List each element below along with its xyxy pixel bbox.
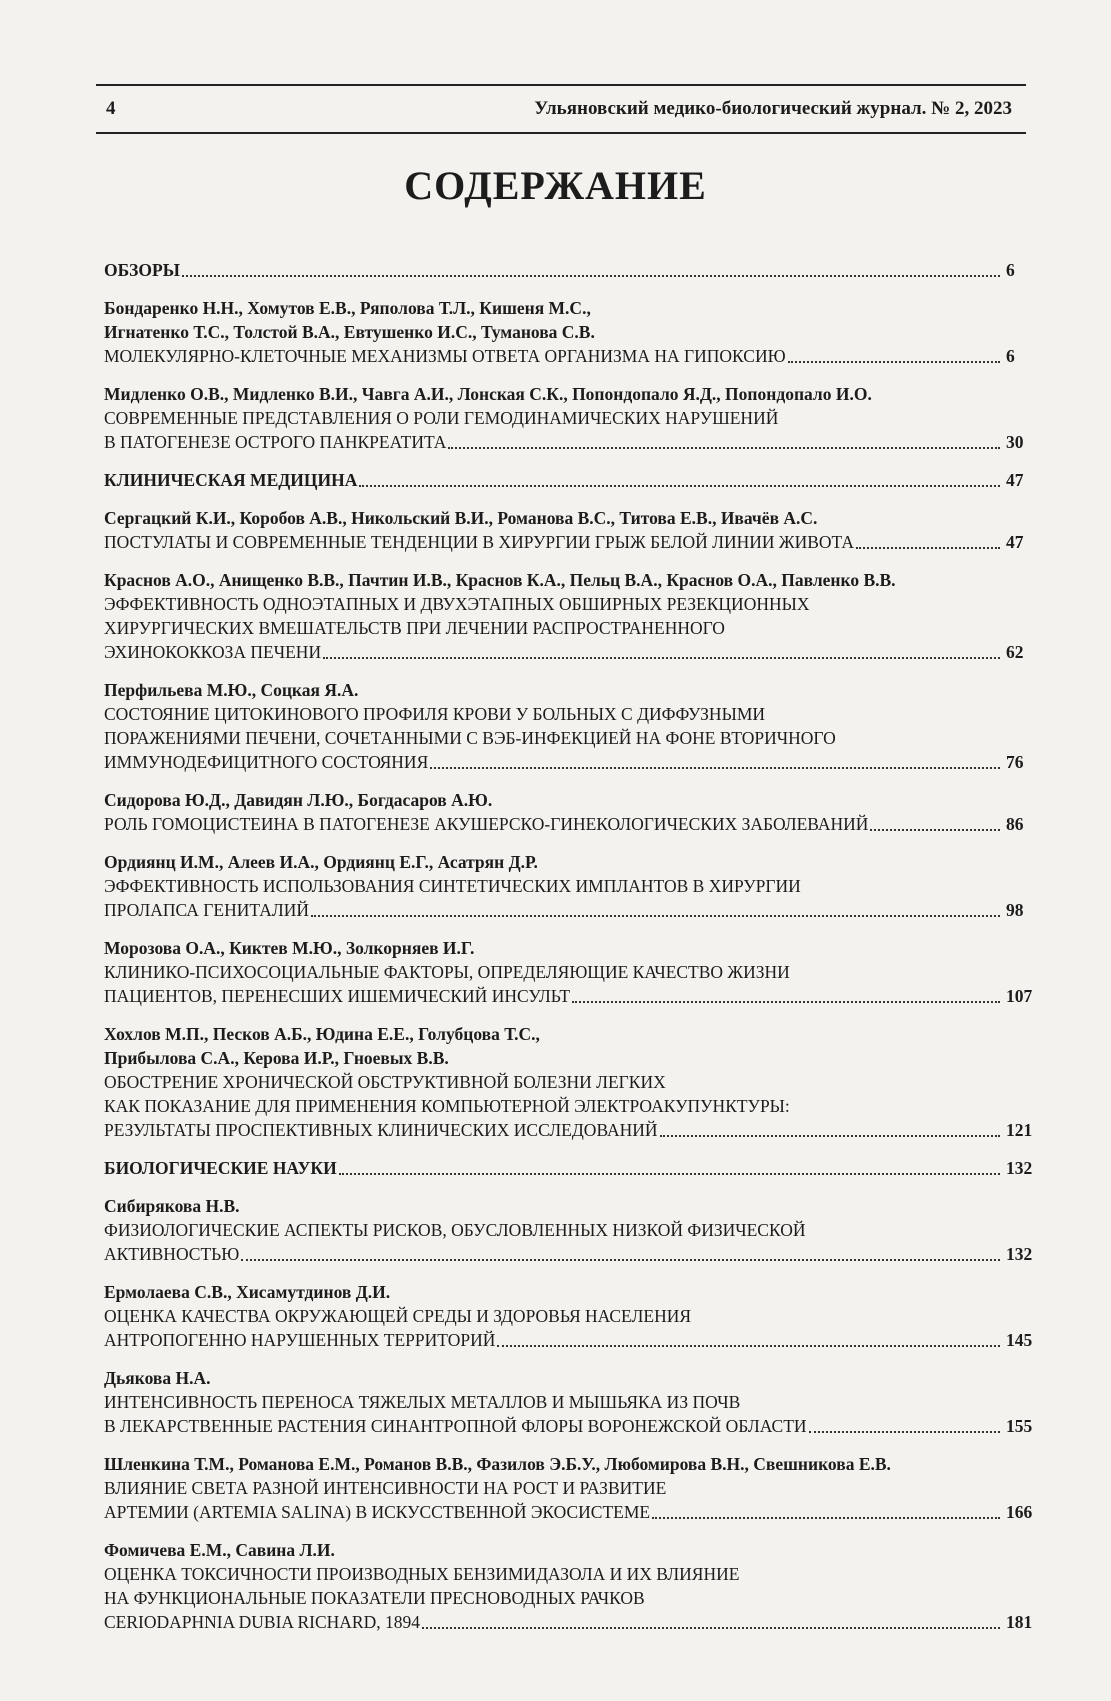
entry-title-line: ИНТЕНСИВНОСТЬ ПЕРЕНОСА ТЯЖЕЛЫХ МЕТАЛЛОВ И МЫШЬЯКА ИЗ ПОЧВ [104,1392,741,1412]
entry-title-line: ЭФФЕКТИВНОСТЬ ИСПОЛЬЗОВАНИЯ СИНТЕТИЧЕСКИХ ИМПЛАНТОВ В ХИРУРГИИ [104,876,801,896]
journal-title: Ульяновский медико-биологический журнал. № 2, 2023 [534,98,1012,119]
entry-title-text: ЭХИНОКОККОЗА ПЕЧЕНИ [104,642,322,662]
toc-entry [104,1194,1050,1266]
dot-leader [870,829,1000,831]
entry-authors: Фомичева Е.М., Савина Л.И. [104,1540,335,1560]
toc-entry [104,296,1050,368]
entry-title-text: МОЛЕКУЛЯРНО-КЛЕТОЧНЫЕ МЕХАНИЗМЫ ОТВЕТА ОРГАНИЗМА НА ГИПОКСИЮ [104,346,786,366]
entry-title-text: АНТРОПОГЕННО НАРУШЕННЫХ ТЕРРИТОРИЙ [104,1330,496,1350]
entry-title-line: ХИРУРГИЧЕСКИХ ВМЕШАТЕЛЬСТВ ПРИ ЛЕЧЕНИИ РАСПРОСТРАНЕННОГО [104,618,725,638]
section-page-number: 132 [1006,1158,1033,1178]
section-page-number: 6 [1006,260,1015,280]
toc-entry [104,1366,1050,1438]
entry-authors: Шленкина Т.М., Романова Е.М., Романов В.В., Фазилов Э.Б.У., Любомирова В.Н., Свешникова Е.В. [104,1454,891,1474]
running-header [96,84,1026,134]
entry-title-line: ОЦЕНКА ТОКСИЧНОСТИ ПРОИЗВОДНЫХ БЕНЗИМИДАЗОЛА И ИХ ВЛИЯНИЕ [104,1564,740,1584]
dot-leader [652,1517,1000,1519]
dot-leader [323,657,1000,659]
toc-entry [104,678,1050,774]
entry-authors: Ермолаева С.В., Хисамутдинов Д.И. [104,1282,391,1302]
entry-page-number: 30 [1006,432,1024,452]
dot-leader [497,1345,1000,1347]
toc-entry [104,936,1050,1008]
entry-title-line: ФИЗИОЛОГИЧЕСКИЕ АСПЕКТЫ РИСКОВ, ОБУСЛОВЛЕННЫХ НИЗКОЙ ФИЗИЧЕСКОЙ [104,1220,806,1240]
toc-section [104,1156,1050,1634]
toc-entry [104,568,1050,664]
entry-page-number: 155 [1006,1416,1033,1436]
page-title: СОДЕРЖАНИЕ [404,163,707,208]
entry-title-line [104,344,1050,368]
section-page-number: 47 [1006,470,1024,490]
entry-title-text: CERIODAPHNIA DUBIA RICHARD, 1894 [104,1612,420,1632]
entry-title-text: ИММУНОДЕФИЦИТНОГО СОСТОЯНИЯ [104,752,429,772]
entry-page-number: 98 [1006,900,1024,920]
entry-authors: Игнатенко Т.С., Толстой В.А., Евтушенко И.С., Туманова С.В. [104,322,595,342]
dot-leader [241,1259,1000,1261]
entry-title-text: РЕЗУЛЬТАТЫ ПРОСПЕКТИВНЫХ КЛИНИЧЕСКИХ ИССЛЕДОВАНИЙ [104,1120,658,1140]
entry-title-line [104,1328,1050,1352]
dot-leader [809,1431,1000,1433]
entry-page-number: 76 [1006,752,1024,772]
entry-page-number: 62 [1006,642,1024,662]
entry-title-line: СОСТОЯНИЕ ЦИТОКИНОВОГО ПРОФИЛЯ КРОВИ У БОЛЬНЫХ С ДИФФУЗНЫМИ [104,704,766,724]
entry-authors: Сергацкий К.И., Коробов А.В., Никольский В.И., Романова В.С., Титова Е.В., Ивачёв А.С. [104,508,818,528]
entry-authors: Сидорова Ю.Д., Давидян Л.Ю., Богдасаров А.Ю. [104,790,493,810]
entry-title-line: ЭФФЕКТИВНОСТЬ ОДНОЭТАПНЫХ И ДВУХЭТАПНЫХ ОБШИРНЫХ РЕЗЕКЦИОННЫХ [104,594,810,614]
section-heading [104,258,1050,282]
dot-leader [448,447,1000,449]
entry-title-line [104,1610,1050,1634]
entry-authors: Морозова О.А., Киктев М.Ю., Золкорняев И.Г. [104,938,475,958]
entry-title-line: ОЦЕНКА КАЧЕСТВА ОКРУЖАЮЩЕЙ СРЕДЫ И ЗДОРОВЬЯ НАСЕЛЕНИЯ [104,1306,692,1326]
entry-title-text: В ПАТОГЕНЕЗЕ ОСТРОГО ПАНКРЕАТИТА [104,432,447,452]
entry-title-line [104,1414,1050,1438]
entry-title-text: В ЛЕКАРСТВЕННЫЕ РАСТЕНИЯ СИНАНТРОПНОЙ ФЛОРЫ ВОРОНЕЖСКОЙ ОБЛАСТИ [104,1416,807,1436]
entry-title-text: ПОСТУЛАТЫ И СОВРЕМЕННЫЕ ТЕНДЕНЦИИ В ХИРУРГИИ ГРЫЖ БЕЛОЙ ЛИНИИ ЖИВОТА [104,532,854,552]
entry-title-line [104,984,1050,1008]
entry-authors: Ордиянц И.М., Алеев И.А., Ордиянц Е.Г., Асатрян Д.Р. [104,852,538,872]
entry-title-line: КАК ПОКАЗАНИЕ ДЛЯ ПРИМЕНЕНИЯ КОМПЬЮТЕРНОЙ ЭЛЕКТРОАКУПУНКТУРЫ: [104,1096,790,1116]
entry-authors: Краснов А.О., Анищенко В.В., Пачтин И.В., Краснов К.А., Пельц В.А., Краснов О.А., Павленко В.В. [104,570,896,590]
entry-title-line [104,750,1050,774]
toc-entry [104,506,1050,554]
entry-authors: Бондаренко Н.Н., Хомутов Е.В., Ряполова Т.Л., Кишеня М.С., [104,298,591,318]
entry-title-line: КЛИНИКО-ПСИХОСОЦИАЛЬНЫЕ ФАКТОРЫ, ОПРЕДЕЛЯЮЩИЕ КАЧЕСТВО ЖИЗНИ [104,962,790,982]
toc-entry [104,1022,1050,1142]
dot-leader [430,767,1000,769]
entry-title-line: СОВРЕМЕННЫЕ ПРЕДСТАВЛЕНИЯ О РОЛИ ГЕМОДИНАМИЧЕСКИХ НАРУШЕНИЙ [104,408,779,428]
entry-page-number: 166 [1006,1502,1033,1522]
table-of-contents [104,258,1050,1648]
section-heading [104,1156,1050,1180]
dot-leader [182,275,1000,277]
entry-title-line [104,1242,1050,1266]
entry-title-text: АКТИВНОСТЬЮ [104,1244,240,1264]
page-number: 4 [106,98,116,119]
entry-authors: Дьякова Н.А. [104,1368,211,1388]
entry-title-text: ПРОЛАПСА ГЕНИТАЛИЙ [104,900,309,920]
entry-authors: Прибылова С.А., Керова И.Р., Гноевых В.В. [104,1048,449,1068]
entry-authors: Мидленко О.В., Мидленко В.И., Чавга А.И., Лонская С.К., Попондопало Я.Д., Попондопало И.О. [104,384,872,404]
entry-page-number: 145 [1006,1330,1033,1350]
entry-title-line [104,430,1050,454]
dot-leader [856,547,1000,549]
entry-title-line: ПОРАЖЕНИЯМИ ПЕЧЕНИ, СОЧЕТАННЫМИ С ВЭБ-ИНФЕКЦИЕЙ НА ФОНЕ ВТОРИЧНОГО [104,728,836,748]
toc-entry [104,850,1050,922]
entry-page-number: 47 [1006,532,1024,552]
entry-page-number: 181 [1006,1612,1033,1632]
toc-entry [104,1452,1050,1524]
entry-title-line [104,1118,1050,1142]
entry-page-number: 132 [1006,1244,1033,1264]
entry-authors: Перфильева М.Ю., Соцкая Я.А. [104,680,359,700]
toc-section [104,468,1050,1142]
entry-title-text: АРТЕМИИ (ARTEMIA SALINA) В ИСКУССТВЕННОЙ ЭКОСИСТЕМЕ [104,1502,651,1522]
section-name: КЛИНИЧЕСКАЯ МЕДИЦИНА [104,470,358,490]
section-heading [104,468,1050,492]
section-name: БИОЛОГИЧЕСКИЕ НАУКИ [104,1158,337,1178]
dot-leader [660,1135,1000,1137]
entry-title-line [104,530,1050,554]
dot-leader [339,1173,1000,1175]
entry-authors: Сибирякова Н.В. [104,1196,240,1216]
entry-title-line: ВЛИЯНИЕ СВЕТА РАЗНОЙ ИНТЕНСИВНОСТИ НА РОСТ И РАЗВИТИЕ [104,1478,667,1498]
entry-authors: Хохлов М.П., Песков А.Б., Юдина Е.Е., Голубцова Т.С., [104,1024,540,1044]
dot-leader [359,485,1000,487]
toc-entry [104,1538,1050,1634]
toc-section [104,258,1050,454]
entry-title-text: РОЛЬ ГОМОЦИСТЕИНА В ПАТОГЕНЕЗЕ АКУШЕРСКО-ГИНЕКОЛОГИЧЕСКИХ ЗАБОЛЕВАНИЙ [104,814,869,834]
dot-leader [311,915,1000,917]
entry-title-line [104,640,1050,664]
section-name: ОБЗОРЫ [104,260,180,280]
entry-page-number: 107 [1006,986,1033,1006]
toc-entry [104,382,1050,454]
entry-title-line [104,812,1050,836]
entry-title-line [104,898,1050,922]
entry-page-number: 121 [1006,1120,1033,1140]
entry-title-line: НА ФУНКЦИОНАЛЬНЫЕ ПОКАЗАТЕЛИ ПРЕСНОВОДНЫХ РАЧКОВ [104,1588,645,1608]
entry-page-number: 86 [1006,814,1024,834]
entry-title-line: ОБОСТРЕНИЕ ХРОНИЧЕСКОЙ ОБСТРУКТИВНОЙ БОЛЕЗНИ ЛЕГКИХ [104,1072,666,1092]
dot-leader [572,1001,1000,1003]
dot-leader [788,361,1000,363]
toc-entry [104,1280,1050,1352]
entry-title-text: ПАЦИЕНТОВ, ПЕРЕНЕСШИХ ИШЕМИЧЕСКИЙ ИНСУЛЬТ [104,986,571,1006]
entry-title-line [104,1500,1050,1524]
toc-entry [104,788,1050,836]
entry-page-number: 6 [1006,346,1015,366]
dot-leader [422,1627,1000,1629]
